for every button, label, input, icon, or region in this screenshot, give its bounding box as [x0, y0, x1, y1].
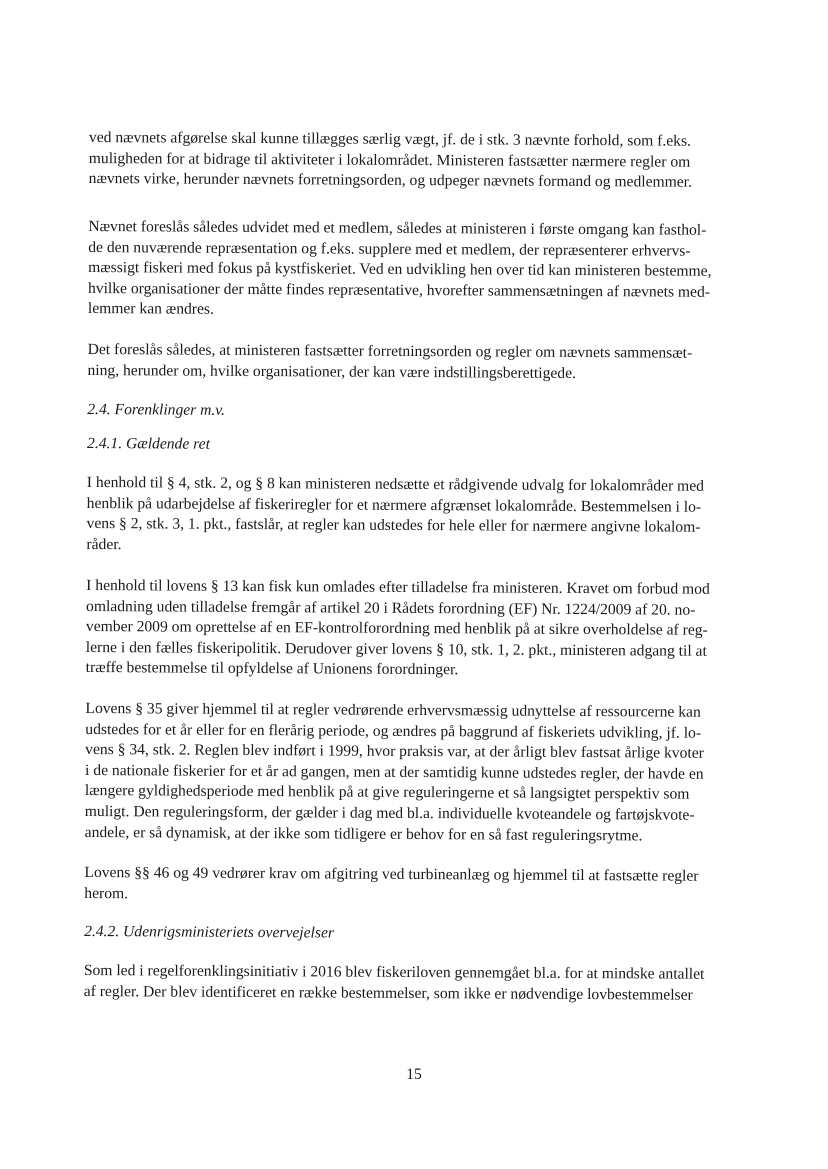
subsection-heading: 2.4.2. Udenrigsministeriets overvejelser [84, 922, 335, 942]
paragraph [84, 961, 705, 1006]
text-line: ning, herunder om, hvilke organisationer, der kan være indstillingsberettigede. [87, 361, 577, 382]
text-line: vember 2009 om oprettelse af en EF-kontrolforordning med henblik på at sikre overholdelse af reg- [85, 618, 708, 639]
text-line: muligt. Den reguleringsform, der gælder i dag med bl.a. individuelle kvoteandele og fartøjskvote- [84, 802, 695, 824]
document-body [83, 128, 749, 1004]
text-line: lerne i den fælles fiskeripolitik. Derudover giver lovens § 10, stk. 1, 2. pkt., ministeren adgang til at [85, 638, 707, 660]
text-line: henblik på udarbejdelse af fiskeriregler for et nærmere afgrænset lokalområde. Bestemmelsen i lo- [86, 494, 702, 516]
paragraph [85, 699, 705, 847]
text-line: andele, er så dynamisk, at der ikke som tidligere er behov for en så fast reguleringsrytme. [84, 823, 643, 844]
paragraph [88, 217, 712, 324]
paragraph [87, 340, 692, 385]
subsection-heading: 2.4.1. Gældende ret [87, 434, 210, 453]
paragraph [86, 576, 710, 683]
text-line: af regler. Der blev identificeret en række bestemmelser, som ikke er nødvendige lovbestemmelser [83, 982, 693, 1004]
text-line: råder. [86, 535, 122, 553]
text-line: Det foreslås således, at ministeren fastsætter forretningsorden og regler om nævnets sammensæt- [87, 340, 693, 362]
text-line: de den nuværende repræsentation og f.eks. supplere med et medlem, der repræsenterer erhvervs- [88, 238, 691, 260]
text-line: udstedes for et år eller for en flerårig periode, og ændres på baggrund af fiskeriets udvikling, jf. lo- [85, 720, 702, 742]
text-line: herom. [84, 884, 129, 902]
text-line: i de nationale fiskerier for et år ad gangen, men at der samtidig kunne udstedes regler, der havde en [85, 761, 704, 783]
text-line: nævnets virke, herunder nævnets forretningsorden, og udpeger nævnets formand og medlemmer. [88, 170, 692, 191]
text-line: I henhold til § 4, stk. 2, og § 8 kan ministeren nedsætte et rådgivende udvalg for lokalområder med [86, 473, 704, 495]
text-line: længere gyldighedsperiode med henblik på at give reguleringerne et så langsigtet perspektiv som [84, 782, 690, 804]
text-line: Lovens §§ 46 og 49 vedrører krav om afgitring ved turbineanlæg og hjemmel til at fastsætte regler [84, 863, 699, 885]
text-line: Lovens § 35 giver hjemmel til at regler vedrørende erhvervsmæssig udnyttelse af ressourcerne kan [85, 699, 701, 721]
text-line: lemmer kan ændres. [87, 300, 214, 319]
paragraph [84, 863, 698, 908]
text-line: træffe bestemmelse til opfyldelse af Unionens forordninger. [85, 659, 459, 679]
text-line: I henhold til lovens § 13 kan fisk kun omlades efter tilladelse fra ministeren. Kravet om forbud mod [86, 576, 710, 598]
text-line: ved nævnets afgørelse skal kunne tillægges særlig vægt, jf. de i stk. 3 nævnte forhold, som f.eks. [88, 128, 692, 150]
text-line: Som led i regelforenklingsinitiativ i 2016 blev fiskeriloven gennemgået bl.a. for at mindske antallet [83, 961, 705, 983]
section-heading: 2.4. Forenklinger m.v. [87, 400, 226, 419]
text-line: Nævnet foreslås således udvidet med et medlem, således at ministeren i første omgang kan fasthol- [88, 217, 707, 239]
text-line: vens § 2, stk. 3, 1. pkt., fastslår, at regler kan udstedes for hele eller for nærmere angivne lokalom- [86, 515, 701, 536]
text-line: muligheden for at bidrage til aktiviteter i lokalområdet. Ministeren fastsætter nærmere regler om [88, 149, 691, 171]
paragraph [86, 473, 704, 559]
text-line: hvilke organisationer der måtte findes repræsentative, hvorefter sammensætningen af nævnets med- [87, 279, 711, 301]
text-line: mæssigt fiskeri med fokus på kystfiskeriet. Ved en udvikling hen over tid kan ministeren bestemme, [88, 259, 712, 280]
text-line: vens § 34, stk. 2. Reglen blev indført i 1999, hvor praksis var, at der årligt blev fastsat årlige kvoter [85, 741, 704, 762]
page-number: 15 [406, 1066, 422, 1083]
paragraph [89, 128, 693, 193]
text-line: omladning uden tilladelse fremgår af artikel 20 i Rådets forordning (EF) Nr. 1224/2009 af 20. no- [86, 597, 696, 619]
